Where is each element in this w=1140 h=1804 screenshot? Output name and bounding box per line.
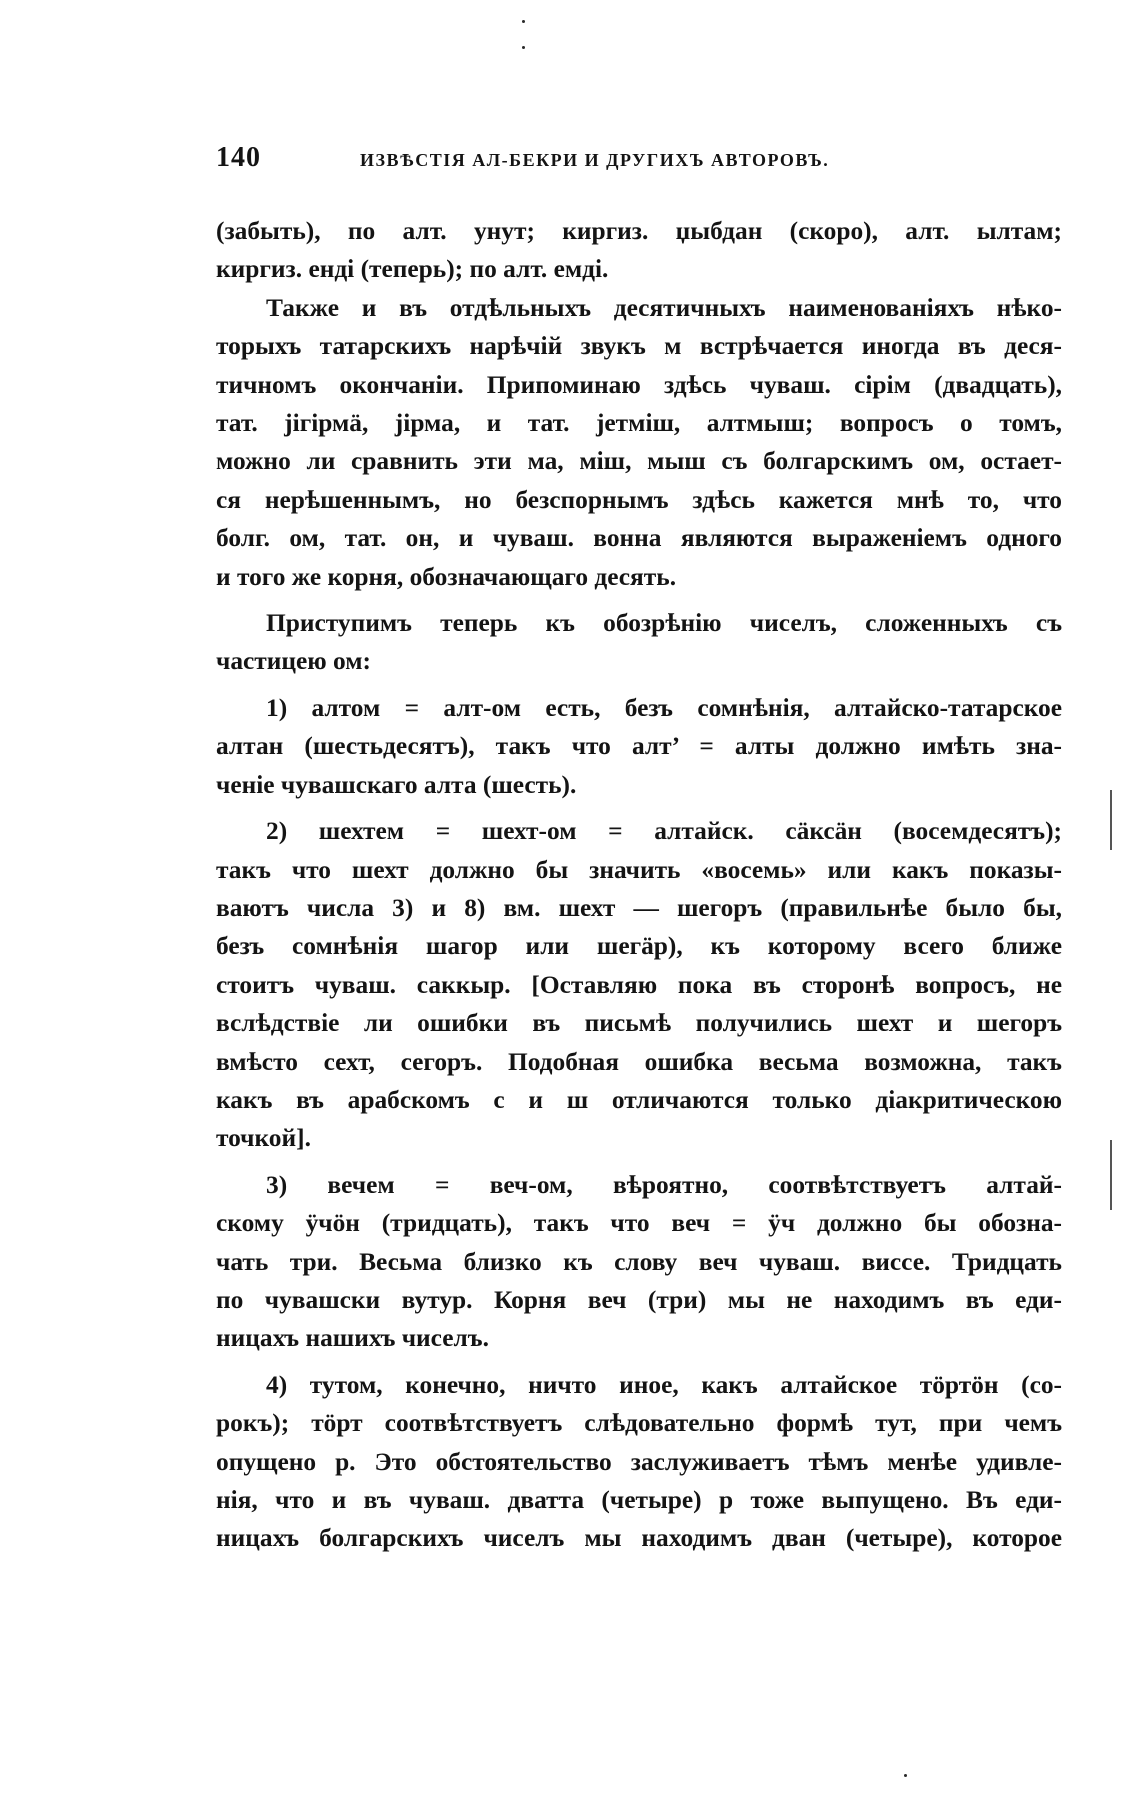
- page-header: [216, 142, 1064, 182]
- text-line: скому ӱчӧн (тридцать), такъ что веч = ӱч должно бы обозна-: [216, 1209, 1062, 1238]
- text-line: вмѣсто сехт, сегоръ. Подобная ошибка весьма возможна, такъ: [216, 1047, 1062, 1076]
- text-line: по чувашски вутур. Корня веч (три) мы не находимъ въ еди-: [216, 1285, 1062, 1314]
- page-number: 140: [216, 142, 261, 173]
- text-line: киргиз. енді (теперь); по алт. емді.: [216, 255, 609, 284]
- paragraph: [216, 604, 1062, 681]
- text-line: ченіе чувашскаго алта (шесть).: [216, 770, 577, 799]
- text-line: ницахъ болгарскихъ чиселъ мы находимъ дван (четыре), которое: [216, 1524, 1062, 1553]
- text-line: стоитъ чуваш. саккыр. [Оставляю пока въ сторонѣ вопросъ, не: [216, 970, 1062, 999]
- text-line: Также и въ отдѣльныхъ десятичныхъ наименованіяхъ нѣко-: [266, 293, 1062, 322]
- text-line: Приступимъ теперь къ обозрѣнію чиселъ, сложенныхъ съ: [266, 609, 1062, 638]
- text-line: чать три. Весьма близко къ слову веч чуваш. виссе. Тридцать: [216, 1247, 1062, 1276]
- text-line: ницахъ нашихъ чиселъ.: [216, 1324, 489, 1353]
- text-line: 1) алтом = алт-ом есть, безъ сомнѣнія, алтайско-татарское: [266, 693, 1062, 722]
- text-line: алтан (шестьдесятъ), такъ что алт’ = алты должно имѣть зна-: [216, 732, 1062, 761]
- text-line: болг. ом, тат. он, и чуваш. вонна являются выраженіемъ одного: [216, 524, 1062, 553]
- text-line: такъ что шехт должно бы значить «восемь» или какъ показы-: [216, 855, 1062, 884]
- text-line: и того же корня, обозначающаго десять.: [216, 562, 677, 591]
- paragraph: [216, 1366, 1062, 1558]
- text-line: 4) тутом, конечно, ничто иное, какъ алтайское тӧртӧн (со-: [266, 1370, 1062, 1399]
- text-line: нія, что и въ чуваш. дватта (четыре) р тоже выпущено. Въ еди-: [216, 1486, 1062, 1514]
- text-line: торыхъ татарскихъ нарѣчій звукъ м встрѣчается иногда въ деся-: [216, 332, 1062, 361]
- paragraph: [216, 812, 1062, 1158]
- text-line: рокъ); тӧрт соотвѣтствуетъ слѣдовательно формѣ тут, при чемъ: [216, 1409, 1062, 1438]
- text-line: опущено р. Это обстоятельство заслуживаетъ тѣмъ менѣе удивле-: [216, 1447, 1062, 1476]
- scan-speck: [522, 20, 525, 23]
- paragraph: [216, 1166, 1062, 1358]
- text-line: тат. jiгiрмä, jiрма, и тат. jетміш, алтмыш; вопросъ о томъ,: [216, 409, 1062, 438]
- text-line: можно ли сравнить эти ма, міш, мыш съ болгарскимъ ом, остает-: [216, 447, 1062, 476]
- text-line: частицею ом:: [216, 647, 371, 676]
- text-line: ваютъ числа 3) и 8) вм. шехт — шегоръ (правильнѣе было бы,: [216, 893, 1062, 922]
- text-line: тичномъ окончаніи. Припоминаю здѣсь чуваш. сірім (двадцать),: [216, 370, 1062, 399]
- text-line: (забыть), по алт. унут; киргиз. џыбдан (скоро), алт. ылтам;: [216, 217, 1062, 245]
- text-line: точкой].: [216, 1124, 311, 1153]
- scan-edge-line: [1110, 1140, 1112, 1210]
- text-line: 3) вечем = веч-ом, вѣроятно, соотвѣтствуетъ алтай-: [266, 1170, 1062, 1199]
- paragraph: [216, 212, 1062, 289]
- paragraph: [216, 289, 1062, 596]
- scan-edge-line: [1110, 790, 1112, 850]
- scan-speck: [522, 46, 525, 49]
- text-line: 2) шехтем = шехт-ом = алтайск. сäксäн (восемдесятъ);: [266, 817, 1062, 846]
- scan-speck: [904, 1774, 907, 1777]
- body-text: [216, 212, 1062, 1558]
- paragraph: [216, 689, 1062, 804]
- text-line: безъ сомнѣнія шагор или шегäр), къ которому всего ближе: [216, 932, 1062, 961]
- running-title: ИЗВѢСТІЯ АЛ-БЕКРИ И ДРУГИХЪ АВТОРОВЪ.: [360, 150, 830, 170]
- text-line: вслѣдствіе ли ошибки въ письмѣ получились шехт и шегоръ: [216, 1009, 1062, 1038]
- text-line: ся нерѣшеннымъ, но безспорнымъ здѣсь кажется мнѣ то, что: [216, 485, 1062, 514]
- text-line: какъ въ арабскомъ с и ш отличаются только діакритическою: [216, 1085, 1062, 1114]
